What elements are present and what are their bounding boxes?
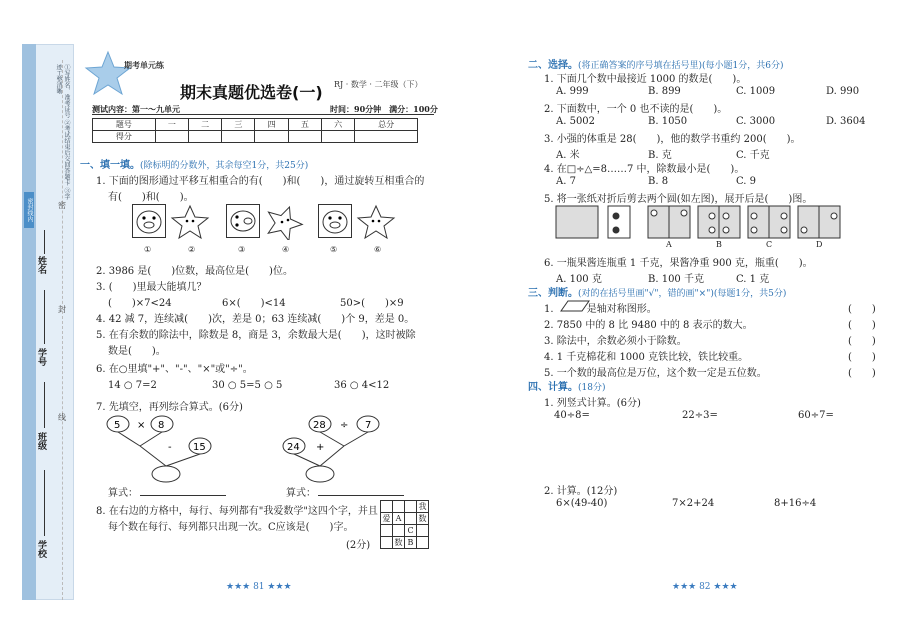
c6: 6. 一瓶果酱连瓶重 1 千克，果酱净重 900 克，瓶重( )。	[544, 258, 813, 269]
figure-label: ⑤	[330, 245, 338, 254]
header-rule	[92, 114, 434, 115]
c5-label-c[interactable]: C	[766, 240, 773, 249]
section1-title: 一、填一填。	[80, 160, 140, 171]
section3-note: (对的在括号里画"√"，错的画"×")(每题1分，共5分)	[578, 289, 787, 299]
q6-item-2: 30 ○ 5=5 ○ 5	[212, 380, 283, 391]
formula-label-1: 算式：	[108, 488, 138, 499]
q7-tree-2	[280, 412, 410, 484]
c4-opt-a[interactable]: A. 7	[556, 176, 576, 187]
grid-cell	[405, 513, 417, 525]
c3: 3. 小强的体重是 28( )，他的数学书重约 200( )。	[544, 134, 801, 145]
score-input[interactable]	[222, 131, 255, 143]
field-name: 姓名	[36, 256, 46, 274]
tree1-op-mid: -	[168, 442, 172, 453]
figure-label: ③	[238, 245, 246, 254]
seal-dashed-line	[62, 60, 63, 600]
c5-label-b[interactable]: B	[716, 240, 722, 249]
k1-item-1: 40÷8=	[554, 410, 590, 421]
grid-cell	[405, 501, 417, 513]
score-cell: 二	[189, 119, 222, 131]
figure-1-pig-icon	[132, 204, 166, 238]
q8-grid	[380, 500, 429, 549]
c2-opt-c[interactable]: C. 3000	[736, 116, 776, 127]
j1: 1. 是轴对称图形。	[544, 304, 657, 315]
grid-cell: B	[405, 537, 417, 549]
q8-line1: 8. 在右边的方格中，每行、每列都有"我爱数学"这四个字，并且	[96, 506, 378, 517]
section1-heading	[80, 156, 308, 171]
score-cell: 题号	[93, 119, 156, 131]
field-id: 学号	[36, 348, 46, 366]
brand-label: 期考单元练	[124, 60, 164, 70]
figure-label: ①	[144, 245, 152, 254]
q1-line1: 1. 下面的图形通过平移互相重合的有( )和( )，通过旋转互相重合的	[96, 176, 425, 187]
parallelogram-icon	[560, 300, 590, 312]
q5-line1: 5. 在有余数的除法中，除数是 8，商是 3，余数最大是( )，这时被除	[96, 330, 416, 341]
c4-opt-b[interactable]: B. 8	[648, 176, 669, 187]
sidebar-strip	[22, 44, 36, 600]
c5-label-d[interactable]: D	[816, 240, 823, 249]
grid-cell: C	[405, 525, 417, 537]
grid-cell: 数	[394, 538, 403, 547]
k2-item-3: 8+16÷4	[774, 498, 817, 509]
q1-line2: 有( )和( )。	[108, 192, 194, 203]
tree1-num-a: 5	[114, 420, 121, 431]
tree1-num-c: 15	[193, 442, 206, 453]
figure-label: ②	[188, 245, 196, 254]
c2-opt-d[interactable]: D. 3604	[826, 116, 866, 127]
figure-2-star-icon	[170, 204, 210, 240]
c5: 5. 将一张纸对折后剪去两个圆(如左图)，展开后是( )图。	[544, 194, 813, 205]
score-input[interactable]	[355, 131, 418, 143]
section4-title: 四、计算。	[528, 382, 578, 393]
j2-answer[interactable]: ( )	[848, 320, 876, 331]
grid-cell	[381, 537, 393, 549]
sidebar-tag: 密封线内	[24, 192, 34, 228]
field-school: 学校	[36, 540, 46, 558]
q7: 7. 先填空，再列综合算式。(6分)	[96, 402, 243, 413]
k1-item-3: 60÷7=	[798, 410, 834, 421]
c1-opt-d[interactable]: D. 990	[826, 86, 860, 97]
page-number-right: 82	[699, 582, 711, 592]
c1-opt-a[interactable]: A. 999	[556, 86, 589, 97]
c6-opt-a[interactable]: A. 100 克	[556, 274, 602, 285]
section4-heading	[528, 378, 605, 393]
j5-answer[interactable]: ( )	[848, 368, 876, 379]
c1-opt-b[interactable]: B. 899	[648, 86, 681, 97]
figure-6-star-icon	[356, 204, 396, 240]
k2: 2. 计算。(12分)	[544, 486, 618, 497]
field-name-line	[44, 230, 45, 254]
sidebar-rules: ①写姓名、准考证号 ②考试结束后交回答题卡 ③字迹工整清晰	[55, 64, 70, 200]
q3-item-2: 6×( )<14	[222, 298, 286, 309]
section2-heading	[528, 56, 784, 71]
q6: 6. 在○里填"+"、"-"、"×"或"÷"。	[96, 364, 253, 375]
c6-opt-b[interactable]: B. 100 千克	[648, 274, 704, 285]
score-input[interactable]	[155, 131, 188, 143]
score-cell: 六	[321, 119, 354, 131]
q5-line2: 数是( )。	[108, 346, 166, 357]
score-input[interactable]	[321, 131, 354, 143]
field-class: 班级	[36, 432, 46, 450]
c1-opt-c[interactable]: C. 1009	[736, 86, 776, 97]
c6-opt-c[interactable]: C. 1 克	[736, 274, 770, 285]
field-school-line	[44, 470, 45, 536]
section3-title: 三、判断。	[528, 288, 578, 299]
score-table	[92, 118, 418, 143]
k1: 1. 列竖式计算。(6分)	[544, 398, 641, 409]
score-cell: 总分	[355, 119, 418, 131]
j3-answer[interactable]: ( )	[848, 336, 876, 347]
formula-label-2: 算式：	[286, 488, 316, 499]
c3-opt-b[interactable]: B. 克	[648, 150, 672, 161]
grid-cell: A	[393, 513, 405, 525]
score-input[interactable]	[288, 131, 321, 143]
j4-answer[interactable]: ( )	[848, 352, 876, 363]
score-cell: 四	[255, 119, 288, 131]
c5-label-a[interactable]: A	[666, 240, 672, 249]
page-number-left-wrap: ★★★ 81 ★★★	[226, 582, 292, 592]
q6-item-3: 36 ○ 4<12	[334, 380, 390, 391]
j3: 3. 除法中，余数必须小于除数。	[544, 336, 687, 347]
grid-cell: 爱	[382, 514, 391, 523]
seal-mark-2: 封	[58, 305, 66, 314]
score-cell: 得分	[93, 131, 156, 143]
c2-opt-b[interactable]: B. 1050	[648, 116, 688, 127]
q3: 3. ( )里最大能填几？	[96, 282, 207, 293]
tree1-op-top: ×	[137, 420, 146, 431]
tree2-op-top: ÷	[340, 420, 349, 431]
q3-item-1: ( )×7<24	[108, 298, 172, 309]
c3-opt-a[interactable]: A. 米	[556, 150, 580, 161]
c3-opt-c[interactable]: C. 千克	[736, 150, 770, 161]
c1: 1. 下面几个数中最接近 1000 的数是( )。	[544, 74, 747, 85]
section2-title: 二、选择。	[528, 60, 578, 71]
subtitle: RJ · 数学 · 二年级（下）	[334, 80, 423, 89]
q8-score: (2分)	[346, 540, 371, 551]
tree2-num-a: 28	[313, 420, 326, 431]
section2-note: (将正确答案的序号填在括号里)(每小题1分，共6分)	[578, 61, 784, 71]
grid-cell	[381, 501, 393, 513]
j2: 2. 7850 中的 8 比 9480 中的 8 表示的数大。	[544, 320, 753, 331]
c4-opt-c[interactable]: C. 9	[736, 176, 757, 187]
grid-cell	[381, 525, 393, 537]
page-title: 期末真题优选卷(一)	[180, 83, 323, 102]
figure-4-star-icon	[264, 204, 304, 240]
section3-heading	[528, 284, 786, 299]
formula-line-1[interactable]	[140, 495, 226, 496]
k1-item-2: 22÷3=	[682, 410, 718, 421]
grid-cell	[417, 525, 429, 537]
c2-opt-a[interactable]: A. 5002	[556, 116, 596, 127]
k2-item-1: 6×(49-40)	[556, 498, 608, 509]
tree2-num-b: 7	[365, 420, 372, 431]
q4: 4. 42 减 7，连续减( )次，差是 0；63 连续减( )个 9，差是 0。	[96, 314, 415, 325]
field-class-line	[44, 382, 45, 428]
c2: 2. 下面数中，一个 0 也不读的是( )。	[544, 104, 728, 115]
test-content: 测试内容：第一～九单元	[92, 104, 180, 114]
q6-item-1: 14 ○ 7=2	[108, 380, 157, 391]
page-number-left: 81	[253, 582, 265, 592]
page-number-right-wrap: ★★★ 82 ★★★	[672, 582, 738, 592]
tree1-num-b: 8	[158, 420, 165, 431]
j1-answer[interactable]: ( )	[848, 304, 876, 315]
grid-cell	[393, 525, 405, 537]
seal-mark-1: 密	[58, 201, 66, 210]
tree2-num-c: 24	[287, 442, 300, 453]
figure-label: ④	[282, 245, 290, 254]
score-cell: 一	[155, 119, 188, 131]
seal-mark-3: 线	[58, 413, 66, 422]
section1-note: (除标明的分数外，其余每空1分，共25分)	[140, 161, 309, 171]
figure-label: ⑥	[374, 245, 382, 254]
grid-cell: 我	[418, 502, 427, 511]
q3-item-3: 50>( )×9	[340, 298, 404, 309]
j4: 4. 1 千克棉花和 1000 克铁比较，铁比较重。	[544, 352, 749, 363]
q2: 2. 3986 是( )位数，最高位是( )位。	[96, 266, 293, 277]
score-cell: 三	[222, 119, 255, 131]
section4-note: (18分)	[578, 383, 606, 393]
score-cell: 五	[288, 119, 321, 131]
field-id-line	[44, 290, 45, 344]
time-score: 时间：90分钟 满分：100分	[330, 104, 438, 114]
score-input[interactable]	[255, 131, 288, 143]
k2-item-2: 7×2+24	[672, 498, 715, 509]
c5-figures	[554, 204, 854, 244]
grid-cell: 数	[418, 514, 427, 523]
star-logo-icon	[84, 50, 132, 96]
q8-line2: 每个数在每行、每列都只出现一次。C应该是( )字。	[108, 522, 354, 533]
j5: 5. 一个数的最高位是万位，这个数一定是五位数。	[544, 368, 767, 379]
tree2-op-mid: +	[316, 442, 325, 453]
figure-5-pig-icon	[318, 204, 352, 238]
grid-cell	[393, 501, 405, 513]
grid-cell	[417, 537, 429, 549]
c4: 4. 在□÷△=8……7 中，除数最小是( )。	[544, 164, 745, 175]
formula-line-2[interactable]	[318, 495, 404, 496]
score-input[interactable]	[189, 131, 222, 143]
figure-3-pig-icon	[226, 204, 260, 238]
q7-tree-1	[100, 412, 230, 484]
